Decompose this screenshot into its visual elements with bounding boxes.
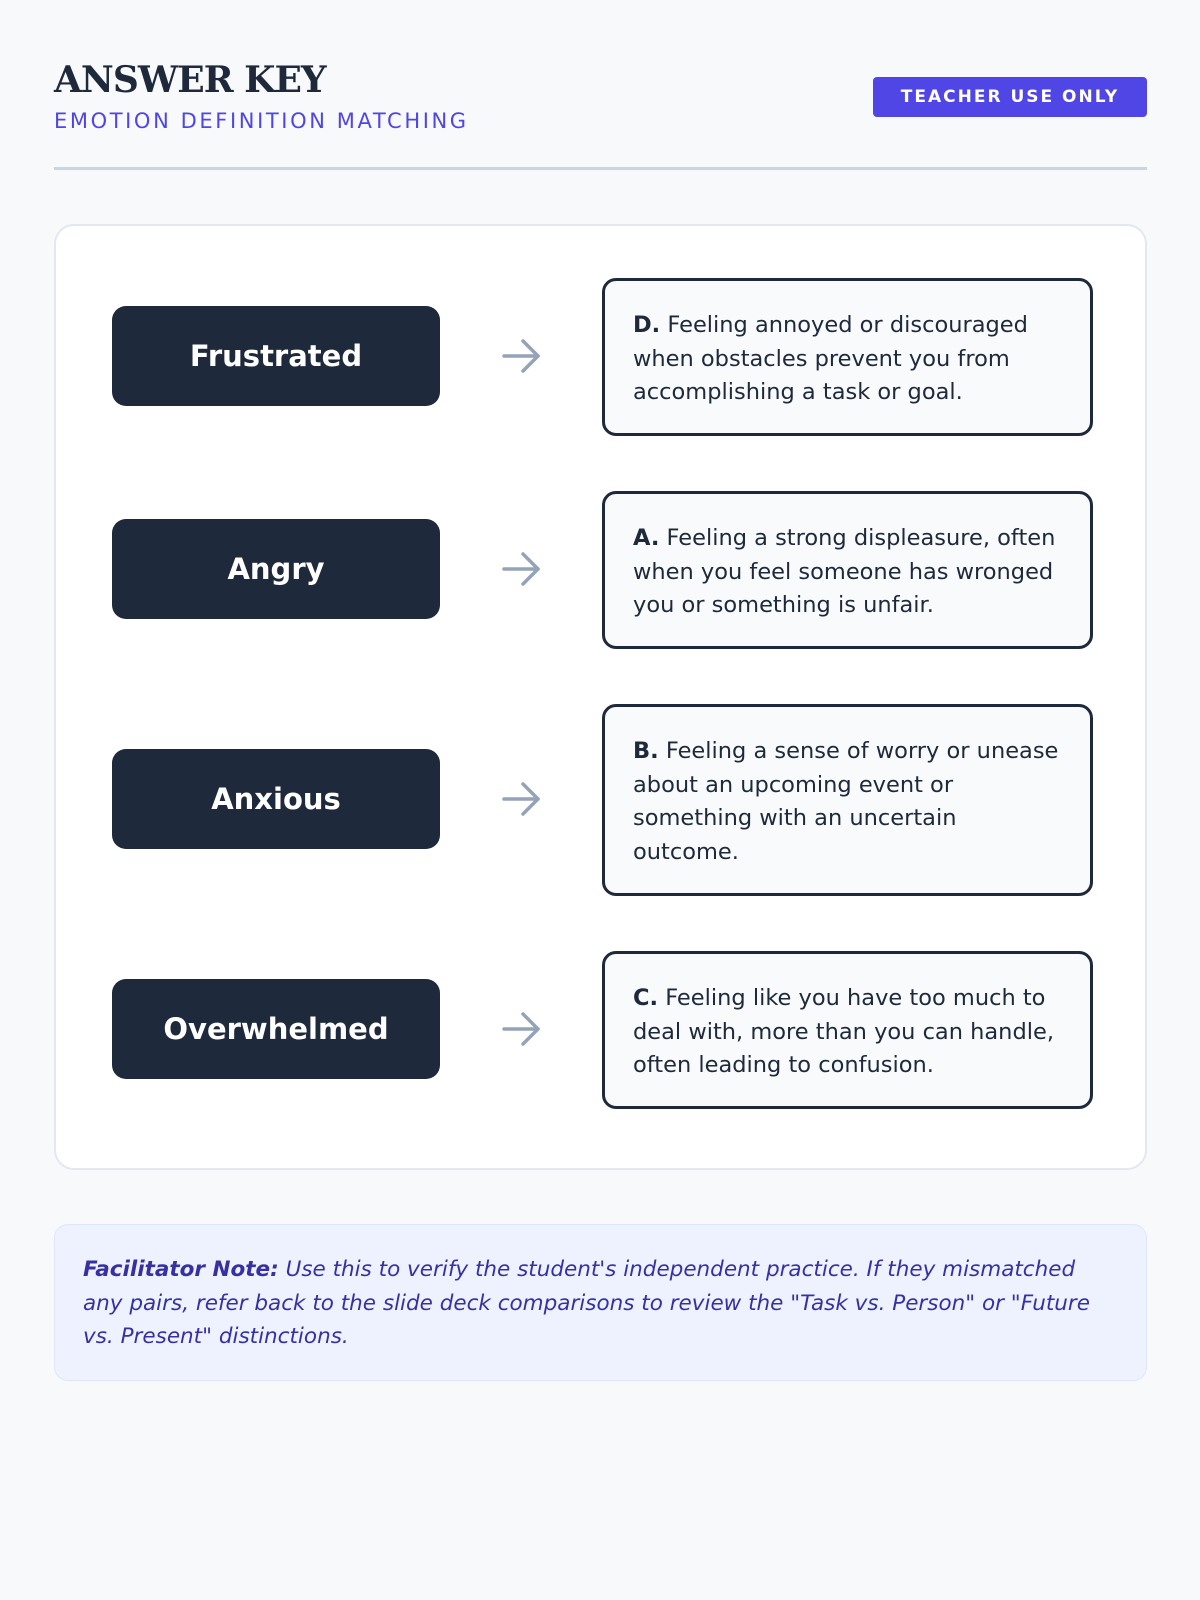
arrow-right-icon: [500, 334, 544, 378]
definition-letter: C.: [633, 985, 659, 1011]
answer-card: [54, 224, 1147, 1170]
page-subtitle: EMOTION DEFINITION MATCHING: [54, 109, 469, 133]
arrow-right-icon: [500, 1007, 544, 1051]
definition-text: Feeling a strong displeasure, often when you feel someone has wronged you or something is unfair.: [633, 525, 1056, 618]
term-anxious: Anxious: [112, 749, 440, 849]
header: [54, 58, 1147, 134]
term-frustrated: Frustrated: [112, 306, 440, 406]
facilitator-note-text: Use this to verify the student's independent practice. If they mismatched any pairs, refer back to the slide deck comparisons to review the "Task vs. Person" or "Future vs. Present" distinctions.: [83, 1257, 1090, 1349]
term-overwhelmed: Overwhelmed: [112, 979, 440, 1079]
definition-box: [602, 491, 1093, 649]
facilitator-note-label: Facilitator Note:: [83, 1257, 279, 1282]
definition-box: [602, 951, 1093, 1109]
arrow-right-icon: [500, 777, 544, 821]
teacher-badge: TEACHER USE ONLY: [873, 77, 1147, 117]
definition-box: [602, 278, 1093, 436]
definition-text: Feeling annoyed or discouraged when obstacles prevent you from accomplishing a task or goal.: [633, 312, 1028, 405]
definition-letter: B.: [633, 738, 659, 764]
facilitator-note: [54, 1224, 1147, 1381]
definition-box: [602, 704, 1093, 896]
term-angry: Angry: [112, 519, 440, 619]
definition-letter: D.: [633, 312, 661, 338]
arrow-right-icon: [500, 547, 544, 591]
header-divider: [54, 167, 1147, 170]
definition-text: Feeling a sense of worry or unease about an upcoming event or something with an uncertain outcome.: [633, 738, 1059, 865]
page-title: ANSWER KEY: [54, 59, 326, 101]
definition-letter: A.: [633, 525, 660, 551]
definition-text: Feeling like you have too much to deal with, more than you can handle, often leading to confusion.: [633, 985, 1054, 1078]
